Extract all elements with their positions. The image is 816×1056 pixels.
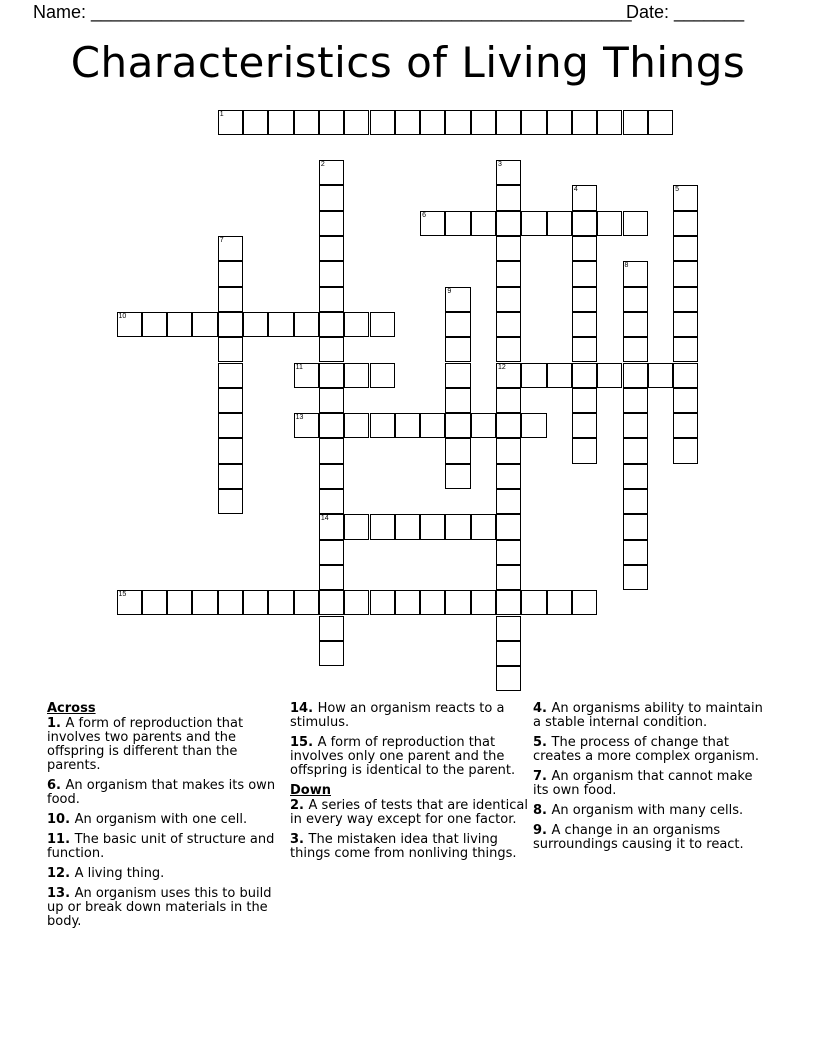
clue-text: An organism with many cells. xyxy=(551,803,744,818)
crossword-cell[interactable] xyxy=(521,590,546,615)
cell-number: 14 xyxy=(320,515,329,523)
clue-text: A series of tests that are identical in every way except for one factor. xyxy=(290,798,528,827)
page-title: Characteristics of Living Things xyxy=(70,38,746,87)
crossword-cell[interactable] xyxy=(623,388,648,413)
clue-number: 5 xyxy=(533,735,543,750)
cell-number: 3 xyxy=(498,161,502,169)
clue-down-9: 9. A change in an organisms surroundings causing it to react. xyxy=(533,823,744,852)
clue-down-4: 4. An organisms ability to maintain a stable internal condition. xyxy=(533,701,763,730)
crossword-cell[interactable] xyxy=(218,413,243,438)
clues-column-3 xyxy=(533,702,771,858)
crossword-cell[interactable] xyxy=(623,110,648,135)
crossword-cell[interactable] xyxy=(648,363,673,388)
crossword-cell[interactable] xyxy=(623,514,648,539)
crossword-cell[interactable] xyxy=(167,312,192,337)
crossword-cell[interactable] xyxy=(496,337,521,362)
crossword-cell[interactable] xyxy=(319,514,344,539)
crossword-cell[interactable] xyxy=(319,565,344,590)
crossword-cell[interactable] xyxy=(319,438,344,463)
crossword-cell[interactable] xyxy=(673,337,698,362)
crossword-cell[interactable] xyxy=(623,312,648,337)
crossword-cell[interactable] xyxy=(572,590,597,615)
clue-number: 14 xyxy=(290,701,309,716)
crossword-cell[interactable] xyxy=(521,211,546,236)
crossword-cell[interactable] xyxy=(471,590,496,615)
crossword-cell[interactable] xyxy=(395,514,420,539)
crossword-cell[interactable] xyxy=(420,514,445,539)
crossword-cell[interactable] xyxy=(319,110,344,135)
crossword-cell[interactable] xyxy=(319,388,344,413)
crossword-cell[interactable] xyxy=(445,110,470,135)
crossword-cell[interactable] xyxy=(496,616,521,641)
crossword-cell[interactable] xyxy=(496,363,521,388)
clue-number: 12 xyxy=(47,866,66,881)
crossword-cell[interactable] xyxy=(344,413,369,438)
crossword-cell[interactable] xyxy=(572,185,597,210)
crossword-cell[interactable] xyxy=(344,363,369,388)
crossword-cell[interactable] xyxy=(496,312,521,337)
crossword-cell[interactable] xyxy=(572,236,597,261)
crossword-cell[interactable] xyxy=(319,464,344,489)
crossword-cell[interactable] xyxy=(597,110,622,135)
clue-down-3: 3. The mistaken idea that living things come from nonliving things. xyxy=(290,832,517,861)
clue-number: 6 xyxy=(47,778,57,793)
clue-down-5: 5. The process of change that creates a more complex organism. xyxy=(533,735,760,764)
crossword-cell[interactable] xyxy=(319,312,344,337)
cell-number: 8 xyxy=(624,262,629,270)
crossword-cell[interactable] xyxy=(623,413,648,438)
crossword-cell[interactable] xyxy=(471,110,496,135)
crossword-cell[interactable] xyxy=(496,590,521,615)
crossword-cell[interactable] xyxy=(623,565,648,590)
crossword-cell[interactable] xyxy=(572,438,597,463)
clue-number: 3 xyxy=(290,832,300,847)
clue-number: 11 xyxy=(47,832,66,847)
crossword-cell[interactable] xyxy=(673,363,698,388)
clue-text: An organism with one cell. xyxy=(74,812,248,827)
crossword-cell[interactable] xyxy=(395,590,420,615)
crossword-cell[interactable] xyxy=(243,110,268,135)
crossword-cell[interactable] xyxy=(218,489,243,514)
crossword-cell[interactable] xyxy=(370,110,395,135)
crossword-cell[interactable] xyxy=(243,312,268,337)
crossword-cell[interactable] xyxy=(623,438,648,463)
crossword-cell[interactable] xyxy=(597,363,622,388)
crossword-cell[interactable] xyxy=(445,363,470,388)
crossword-cell[interactable] xyxy=(471,514,496,539)
crossword-cell[interactable] xyxy=(673,185,698,210)
clue-number: 9 xyxy=(533,823,543,838)
crossword-cell[interactable] xyxy=(218,464,243,489)
crossword-cell[interactable] xyxy=(496,540,521,565)
crossword-cell[interactable] xyxy=(572,211,597,236)
crossword-cell[interactable] xyxy=(395,110,420,135)
crossword-cell[interactable] xyxy=(192,312,217,337)
cell-number: 12 xyxy=(498,363,506,371)
clue-text: A form of reproduction that involves only one parent and the offspring is identical to the parent. xyxy=(290,735,516,778)
crossword-cell[interactable] xyxy=(142,312,167,337)
crossword-cell[interactable] xyxy=(192,590,217,615)
crossword-cell[interactable] xyxy=(496,287,521,312)
crossword-cell[interactable] xyxy=(420,211,445,236)
crossword-cell[interactable] xyxy=(496,514,521,539)
crossword-cell[interactable] xyxy=(673,413,698,438)
crossword-cell[interactable] xyxy=(370,363,395,388)
crossword-cell[interactable] xyxy=(623,464,648,489)
crossword-cell[interactable] xyxy=(445,211,470,236)
crossword-cell[interactable] xyxy=(496,438,521,463)
clue-text: A change in an organisms surroundings causing it to react. xyxy=(533,823,744,852)
clue-number: 10 xyxy=(47,812,66,827)
cell-number: 6 xyxy=(422,211,426,219)
crossword-cell[interactable] xyxy=(572,413,597,438)
crossword-cell[interactable] xyxy=(218,590,243,615)
crossword-cell[interactable] xyxy=(319,211,344,236)
crossword-cell[interactable] xyxy=(117,590,142,615)
clue-text: A living thing. xyxy=(74,866,165,881)
crossword-cell[interactable] xyxy=(496,236,521,261)
cell-number: 15 xyxy=(118,591,127,599)
crossword-cell[interactable] xyxy=(623,540,648,565)
crossword-cell[interactable] xyxy=(572,388,597,413)
clue-number: 13 xyxy=(47,886,66,901)
crossword-cell[interactable] xyxy=(496,261,521,286)
crossword-cell[interactable] xyxy=(445,464,470,489)
crossword-cell[interactable] xyxy=(496,388,521,413)
crossword-cell[interactable] xyxy=(344,514,369,539)
crossword-cell[interactable] xyxy=(117,312,142,337)
crossword-cell[interactable] xyxy=(218,110,243,135)
crossword-cell[interactable] xyxy=(623,261,648,286)
crossword-cell[interactable] xyxy=(623,363,648,388)
cell-number: 1 xyxy=(219,110,224,118)
crossword-cell[interactable] xyxy=(218,388,243,413)
crossword-cell[interactable] xyxy=(496,666,521,691)
crossword-cell[interactable] xyxy=(445,590,470,615)
crossword-cell[interactable] xyxy=(294,312,319,337)
crossword-cell[interactable] xyxy=(218,287,243,312)
clue-across-11: 11. The basic unit of structure and function. xyxy=(47,832,275,861)
crossword-cell[interactable] xyxy=(496,110,521,135)
clues-column-1 xyxy=(47,702,285,935)
crossword-cell[interactable] xyxy=(319,337,344,362)
crossword-cell[interactable] xyxy=(496,413,521,438)
clue-text: An organism that makes its own food. xyxy=(47,778,276,807)
clue-down-8: 8. An organism with many cells. xyxy=(533,803,744,818)
clue-text: A form of reproduction that involves two parents and the offspring is different than the parents. xyxy=(47,716,244,773)
crossword-cell[interactable] xyxy=(623,337,648,362)
crossword-cell[interactable] xyxy=(294,363,319,388)
clue-text: An organism that cannot make its own food. xyxy=(533,769,753,798)
across-heading: Across xyxy=(47,701,96,716)
crossword-cell[interactable] xyxy=(142,590,167,615)
crossword-cell[interactable] xyxy=(319,540,344,565)
clue-text: The mistaken idea that living things come from nonliving things. xyxy=(290,832,517,861)
crossword-cell[interactable] xyxy=(218,236,243,261)
crossword-cell[interactable] xyxy=(294,110,319,135)
crossword-cell[interactable] xyxy=(521,110,546,135)
crossword-cell[interactable] xyxy=(496,464,521,489)
crossword-cell[interactable] xyxy=(496,489,521,514)
cell-number: 2 xyxy=(320,161,325,169)
crossword-cell[interactable] xyxy=(623,489,648,514)
crossword-cell[interactable] xyxy=(294,590,319,615)
crossword-cell[interactable] xyxy=(319,185,344,210)
crossword-cell[interactable] xyxy=(445,287,470,312)
cell-number: 13 xyxy=(295,414,304,422)
clue-number: 4 xyxy=(533,701,543,716)
crossword-cell[interactable] xyxy=(319,616,344,641)
crossword-cell[interactable] xyxy=(572,312,597,337)
cell-number: 11 xyxy=(295,363,303,371)
crossword-cell[interactable] xyxy=(319,287,344,312)
crossword-cell[interactable] xyxy=(370,514,395,539)
crossword-cell[interactable] xyxy=(445,438,470,463)
crossword-cell[interactable] xyxy=(445,337,470,362)
crossword-cell[interactable] xyxy=(623,211,648,236)
crossword-cell[interactable] xyxy=(445,312,470,337)
crossword-cell[interactable] xyxy=(420,413,445,438)
crossword-cell[interactable] xyxy=(420,110,445,135)
crossword-cell[interactable] xyxy=(496,565,521,590)
crossword-cell[interactable] xyxy=(445,514,470,539)
crossword-cell[interactable] xyxy=(370,413,395,438)
crossword-cell[interactable] xyxy=(547,590,572,615)
clue-number: 15 xyxy=(290,735,309,750)
clue-number: 2 xyxy=(290,798,300,813)
crossword-cell[interactable] xyxy=(471,211,496,236)
crossword-cell[interactable] xyxy=(445,413,470,438)
clues-column-2 xyxy=(290,702,528,867)
crossword-cell[interactable] xyxy=(547,211,572,236)
cell-number: 4 xyxy=(573,186,578,194)
crossword-cell[interactable] xyxy=(648,110,673,135)
clue-down-7: 7. An organism that cannot make its own food. xyxy=(533,769,753,798)
crossword-cell[interactable] xyxy=(673,312,698,337)
clue-across-12: 12. A living thing. xyxy=(47,866,165,881)
crossword-cell[interactable] xyxy=(319,489,344,514)
crossword-cell[interactable] xyxy=(572,110,597,135)
crossword-cell[interactable] xyxy=(319,641,344,666)
crossword-cell[interactable] xyxy=(673,211,698,236)
crossword-cell[interactable] xyxy=(547,110,572,135)
crossword-cell[interactable] xyxy=(673,236,698,261)
crossword-cell[interactable] xyxy=(572,261,597,286)
crossword-cell[interactable] xyxy=(167,590,192,615)
clue-number: 1 xyxy=(47,716,57,731)
crossword-cell[interactable] xyxy=(344,110,369,135)
crossword-cell[interactable] xyxy=(294,413,319,438)
clue-across-14: 14. How an organism reacts to a stimulus. xyxy=(290,701,505,730)
crossword-cell[interactable] xyxy=(395,413,420,438)
clue-across-10: 10. An organism with one cell. xyxy=(47,812,248,827)
crossword-cell[interactable] xyxy=(496,211,521,236)
clue-text: The process of change that creates a more complex organism. xyxy=(533,735,760,764)
cell-number: 10 xyxy=(118,312,127,320)
crossword-cell[interactable] xyxy=(623,287,648,312)
crossword-cell[interactable] xyxy=(370,312,395,337)
crossword-cell[interactable] xyxy=(572,363,597,388)
crossword-cell[interactable] xyxy=(268,110,293,135)
crossword-cell[interactable] xyxy=(319,413,344,438)
date-field[interactable]: Date: _______ xyxy=(626,2,745,22)
crossword-cell[interactable] xyxy=(673,438,698,463)
crossword-cell[interactable] xyxy=(370,590,395,615)
crossword-cell[interactable] xyxy=(420,590,445,615)
clue-across-13: 13. An organism uses this to build up or break down materials in the body. xyxy=(47,886,272,929)
crossword-cell[interactable] xyxy=(673,261,698,286)
crossword-cell[interactable] xyxy=(597,211,622,236)
clue-number: 8 xyxy=(533,803,543,818)
crossword-cell[interactable] xyxy=(344,590,369,615)
crossword-cell[interactable] xyxy=(673,388,698,413)
cell-number: 7 xyxy=(219,237,224,244)
crossword-cell[interactable] xyxy=(218,438,243,463)
crossword-cell[interactable] xyxy=(218,261,243,286)
crossword-cell[interactable] xyxy=(218,312,243,337)
crossword-cell[interactable] xyxy=(319,261,344,286)
crossword-cell[interactable] xyxy=(572,337,597,362)
crossword-cell[interactable] xyxy=(319,236,344,261)
crossword-cell[interactable] xyxy=(471,413,496,438)
crossword-cell[interactable] xyxy=(572,287,597,312)
clue-number: 7 xyxy=(533,769,543,784)
crossword-cell[interactable] xyxy=(445,388,470,413)
crossword-cell[interactable] xyxy=(319,590,344,615)
cell-number: 5 xyxy=(675,186,679,194)
clue-text: An organism uses this to build up or break down materials in the body. xyxy=(47,886,272,929)
crossword-cell[interactable] xyxy=(496,185,521,210)
name-field[interactable]: Name: ______________________________________________________ xyxy=(33,2,632,22)
clue-across-15: 15. A form of reproduction that involves only one parent and the offspring is identical to the parent. xyxy=(290,735,516,778)
crossword-cell[interactable] xyxy=(521,363,546,388)
clue-across-1: 1. A form of reproduction that involves two parents and the offspring is different than the parents. xyxy=(47,716,244,773)
crossword-cell[interactable] xyxy=(673,287,698,312)
clue-text: The basic unit of structure and function. xyxy=(47,832,275,861)
clue-down-2: 2. A series of tests that are identical in every way except for one factor. xyxy=(290,798,528,827)
crossword-cell[interactable] xyxy=(319,160,344,185)
crossword-cell[interactable] xyxy=(496,160,521,185)
clue-across-6: 6. An organism that makes its own food. xyxy=(47,778,276,807)
crossword-cell[interactable] xyxy=(218,363,243,388)
clue-text: How an organism reacts to a stimulus. xyxy=(290,701,505,730)
crossword-cell[interactable] xyxy=(268,590,293,615)
clue-text: An organisms ability to maintain a stable internal condition. xyxy=(533,701,763,730)
crossword-cell[interactable] xyxy=(218,337,243,362)
crossword-cell[interactable] xyxy=(243,590,268,615)
crossword-cell[interactable] xyxy=(521,413,546,438)
crossword-cell[interactable] xyxy=(268,312,293,337)
cell-number: 9 xyxy=(447,287,452,295)
down-heading: Down xyxy=(290,783,331,798)
crossword-cell[interactable] xyxy=(344,312,369,337)
crossword-cell[interactable] xyxy=(496,641,521,666)
crossword-cell[interactable] xyxy=(319,363,344,388)
crossword-cell[interactable] xyxy=(547,363,572,388)
